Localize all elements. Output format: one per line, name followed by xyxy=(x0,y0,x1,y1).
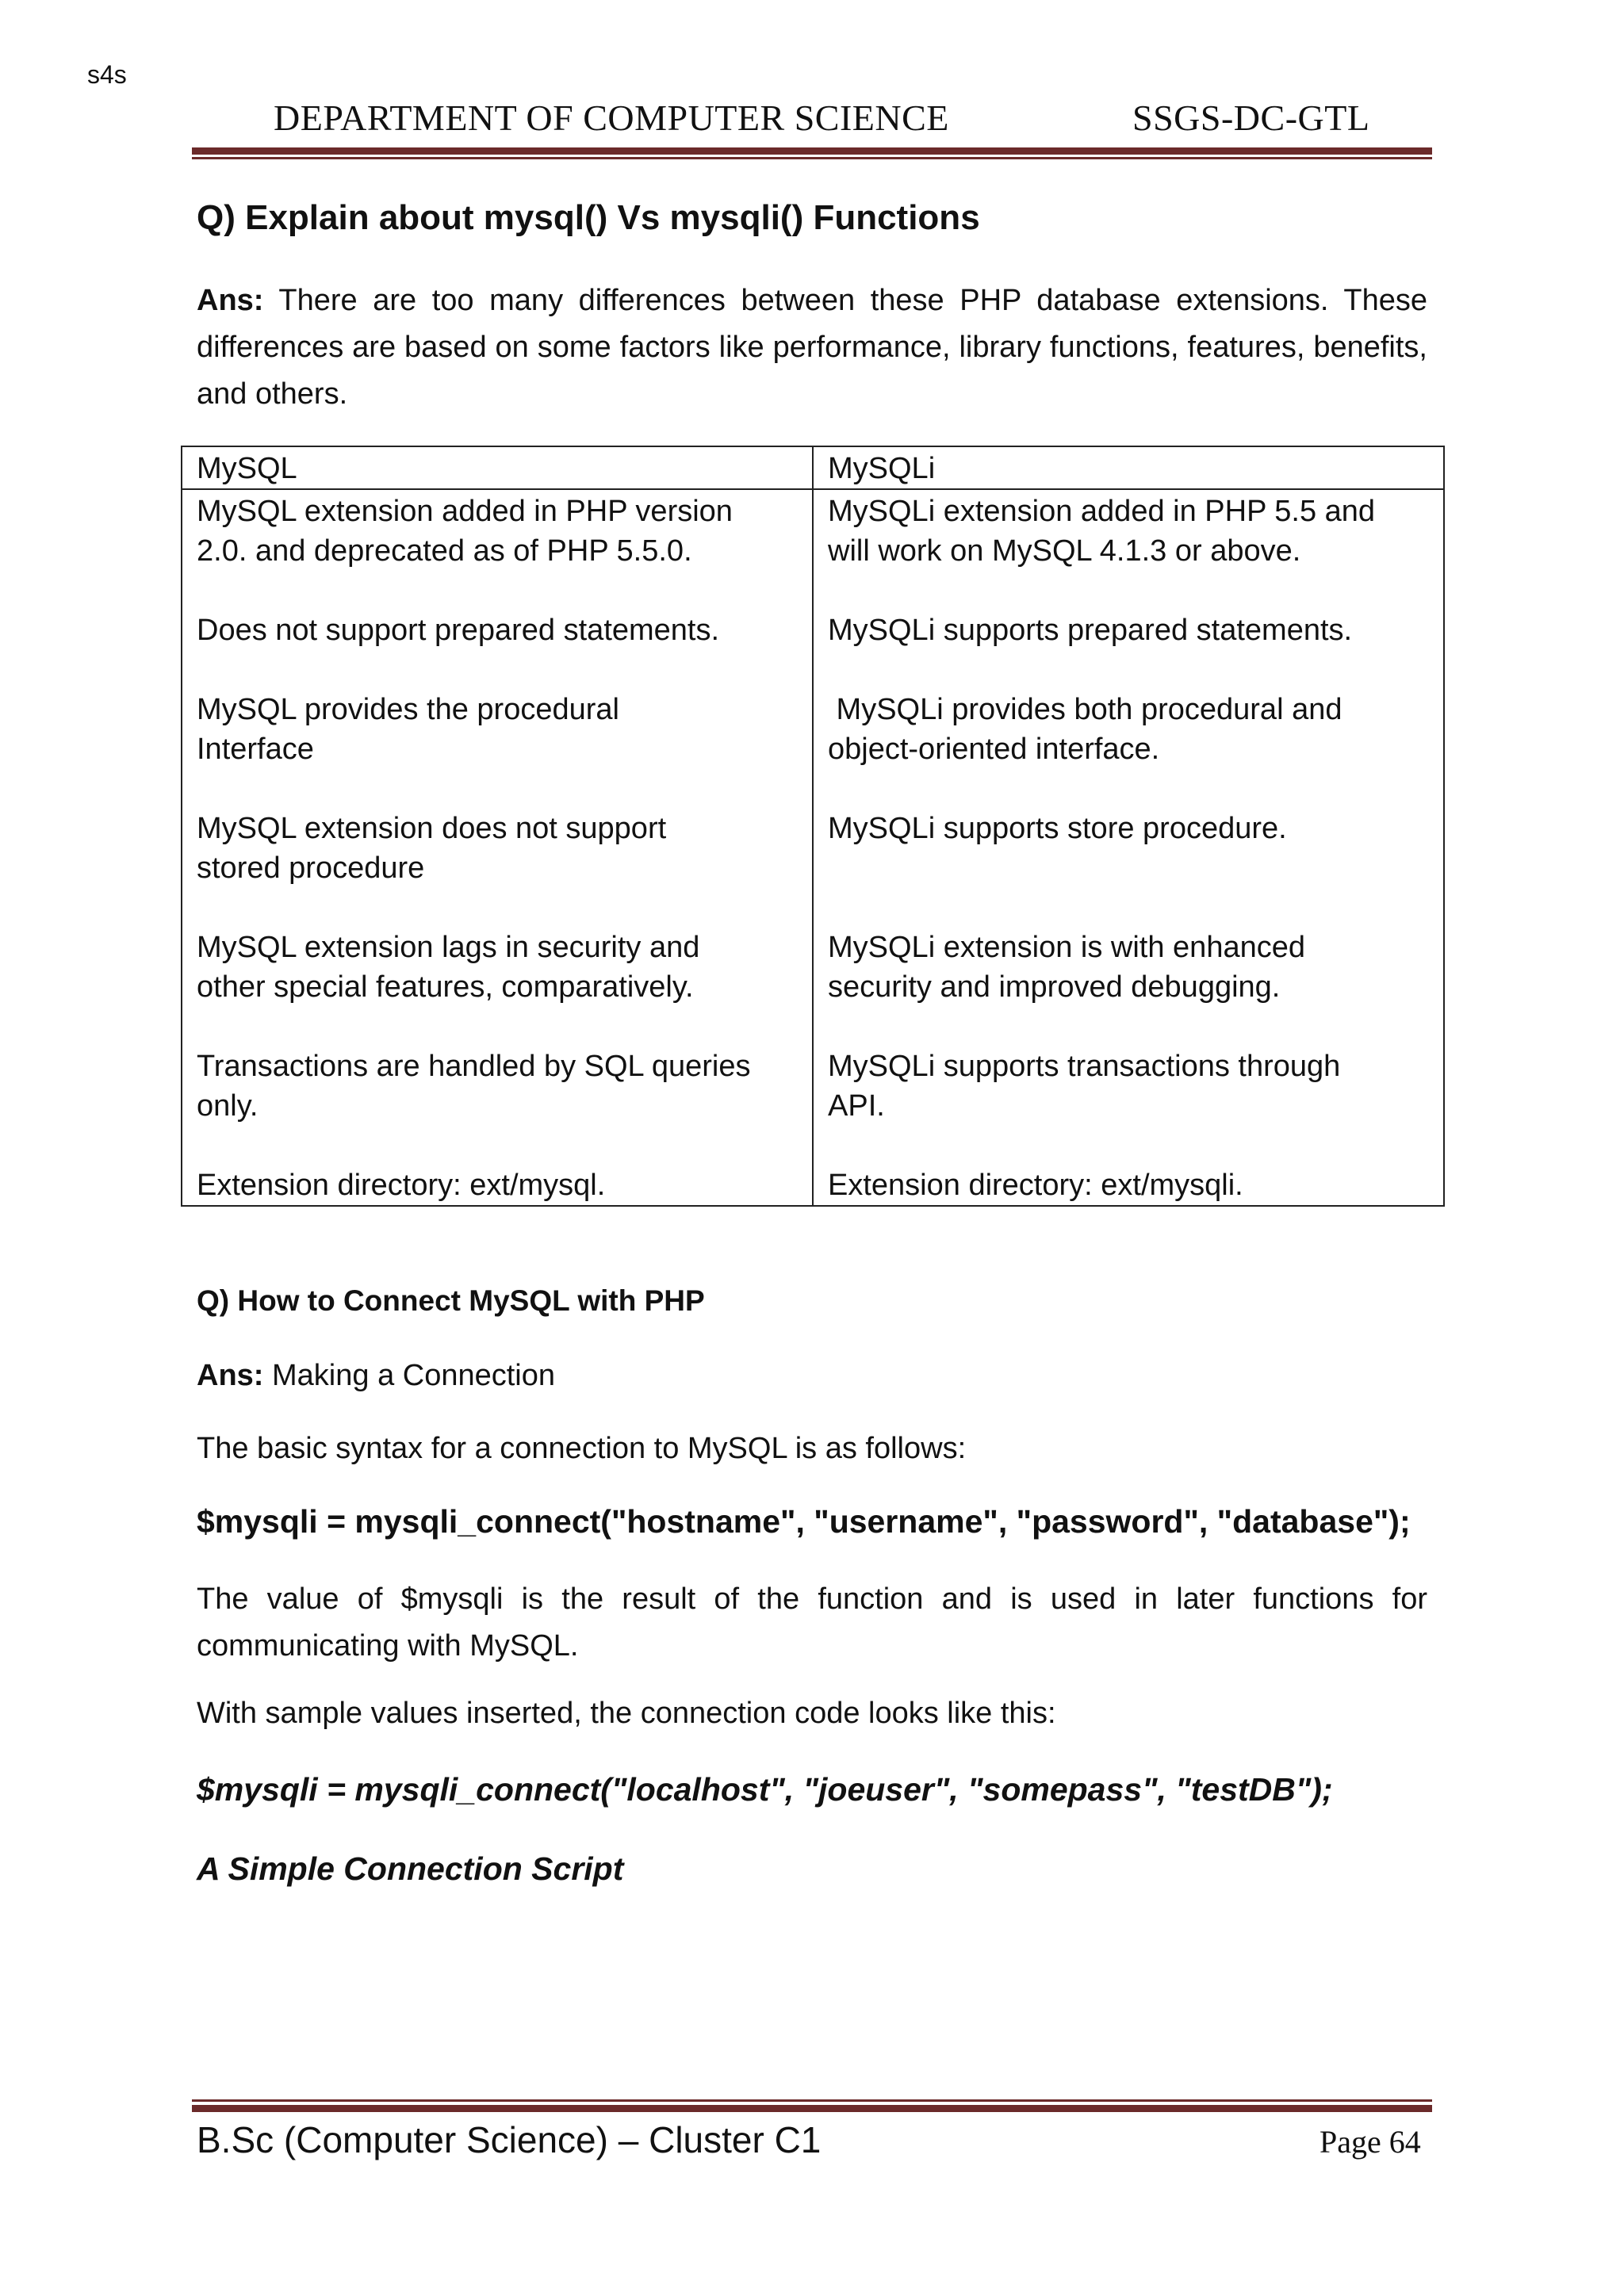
mysqli-row4-line1: MySQLi supports store procedure. xyxy=(828,812,1287,845)
mysqli-row3-line1: MySQLi provides both procedural and xyxy=(828,693,1342,726)
syntax-intro: The basic syntax for a connection to MySQL is as follows: xyxy=(197,1432,967,1465)
question1-answer xyxy=(197,277,1427,418)
mysqli-row3-line2: object-oriented interface. xyxy=(828,733,1160,766)
value-explanation: The value of $mysqli is the result of the function and is used in later functions for communicating with MySQL. xyxy=(197,1582,1427,1663)
mysql-row3-line1: MySQL provides the procedural xyxy=(197,693,619,726)
table-header-mysqli: MySQLi xyxy=(813,446,1444,489)
sample-code: $mysqli = mysqli_connect("localhost", "joeuser", "somepass", "testDB"); xyxy=(197,1771,1333,1808)
table-header-row xyxy=(182,446,1444,489)
mysqli-row5-line1: MySQLi extension is with enhanced xyxy=(828,931,1305,964)
corner-mark: s4s xyxy=(87,60,127,89)
footer-page-number: Page 64 xyxy=(1320,2124,1421,2160)
mysqli-row6-line1: MySQLi supports transactions through xyxy=(828,1050,1341,1083)
mysqli-row7-line1: Extension directory: ext/mysqli. xyxy=(828,1169,1243,1202)
question2-title: Q) How to Connect MySQL with PHP xyxy=(197,1284,705,1317)
sample-intro: With sample values inserted, the connection code looks like this: xyxy=(197,1697,1056,1730)
script-heading: A Simple Connection Script xyxy=(197,1850,624,1887)
header-code: SSGS-DC-GTL xyxy=(1132,98,1370,138)
footer-course: B.Sc (Computer Science) – Cluster C1 xyxy=(197,2119,822,2160)
footer-rule-thin xyxy=(192,2099,1432,2102)
comparison-table xyxy=(181,446,1445,1207)
mysqli-row5-line2: security and improved debugging. xyxy=(828,970,1281,1004)
mysqli-row6-line2: API. xyxy=(828,1089,885,1123)
footer-rule-thick xyxy=(192,2105,1432,2112)
mysql-row1-line1: MySQL extension added in PHP version xyxy=(197,495,733,528)
header-rule-thick xyxy=(192,147,1432,155)
question1-title: Q) Explain about mysql() Vs mysqli() Functions xyxy=(197,198,980,237)
mysql-row3-line2: Interface xyxy=(197,733,314,766)
mysql-row2-line1: Does not support prepared statements. xyxy=(197,614,720,647)
mysql-row1-line2: 2.0. and deprecated as of PHP 5.5.0. xyxy=(197,534,692,568)
syntax-code: $mysqli = mysqli_connect("hostname", "username", "password", "database"); xyxy=(197,1503,1411,1540)
answer-text: There are too many differences between these PHP database extensions. These differences are based on some factors like performance, library functions, features, benefits, and others. xyxy=(197,284,1427,411)
mysql-row5-line2: other special features, comparatively. xyxy=(197,970,694,1004)
answer2-label: Ans: xyxy=(197,1359,264,1392)
mysql-row4-line2: stored procedure xyxy=(197,851,425,885)
answer-label: Ans: xyxy=(197,284,264,317)
mysql-column xyxy=(182,489,813,1206)
header-rule-thin xyxy=(192,157,1432,159)
mysqli-column xyxy=(813,489,1444,1206)
answer2-text: Making a Connection xyxy=(263,1359,556,1392)
mysql-row6-line1: Transactions are handled by SQL queries xyxy=(197,1050,751,1083)
mysql-row7-line1: Extension directory: ext/mysql. xyxy=(197,1169,606,1202)
mysqli-row1-line2: will work on MySQL 4.1.3 or above. xyxy=(828,534,1301,568)
mysql-row4-line1: MySQL extension does not support xyxy=(197,812,667,845)
mysql-row6-line2: only. xyxy=(197,1089,259,1123)
question2-answer xyxy=(197,1359,555,1393)
header-department: DEPARTMENT OF COMPUTER SCIENCE xyxy=(274,98,949,138)
mysqli-row1-line1: MySQLi extension added in PHP 5.5 and xyxy=(828,495,1376,528)
mysqli-row2-line1: MySQLi supports prepared statements. xyxy=(828,614,1353,647)
mysql-row5-line1: MySQL extension lags in security and xyxy=(197,931,700,964)
table-body-row xyxy=(182,489,1444,1206)
table-header-mysql: MySQL xyxy=(182,446,813,489)
